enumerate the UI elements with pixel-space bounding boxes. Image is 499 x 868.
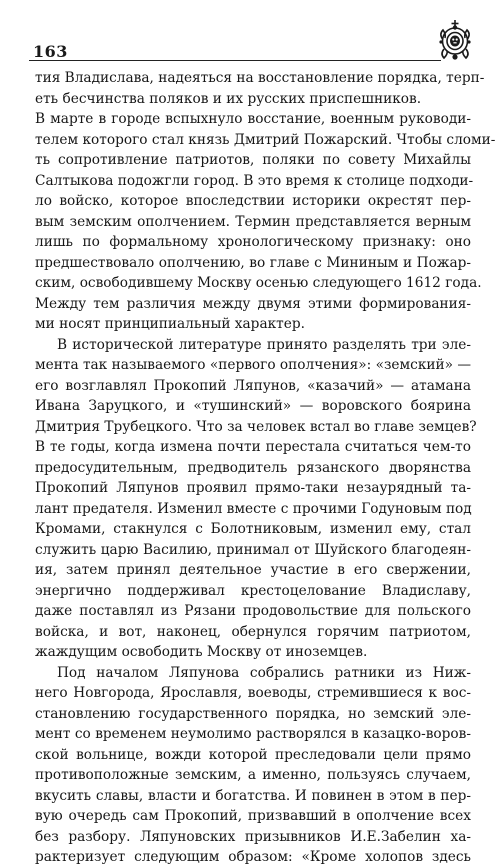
text-line: В исторической литературе принято разделять три эле- <box>57 336 471 353</box>
text-line: войска, и вот, наконец, обернулся горячим патриотом, <box>35 623 471 640</box>
text-line: ия, затем принял деятельное участие в его свержении, <box>35 562 471 578</box>
text-line: становлению государственного порядка, но земский эле- <box>35 705 471 722</box>
text-line: вкусить славы, власти и богатства. И повинен в этом в пер- <box>35 787 471 804</box>
text-line: ской вольнице, вожди которой преследовали цели прямо <box>35 746 471 763</box>
text-line: ло войско, которое впоследствии историки окрестят пер- <box>35 193 471 209</box>
text-line: Между тем различия между двумя этими формирования- <box>35 295 471 312</box>
text-line: В марте в городе вспыхнуло восстание, военным руководи- <box>35 111 471 127</box>
text-line: Кромами, стакнулся с Болотниковым, изменил ему, стал <box>35 521 471 537</box>
text-line: без разбору. Ляпуновских призывников И.Е.Забелин ха- <box>35 828 471 845</box>
text-line: Дмитрия Трубецкого. Что за человек встал во главе земцев? <box>35 418 477 435</box>
text-line: Под началом Ляпунова собрались ратники из Ниж- <box>57 664 471 681</box>
text-line: мента так называемого «первого ополчения»: «земский» — <box>35 357 472 373</box>
text-line: даже поставлял из Рязани продовольствие для польского <box>35 603 471 619</box>
body-text <box>35 68 496 868</box>
text-line: лишь по формальному хронологическому признаку: оно <box>35 234 471 250</box>
page-number: 163 <box>33 42 68 61</box>
cross-medallion-ornament-icon <box>437 18 473 62</box>
text-line: лант предателя. Изменил вместе с прочими Годуновым под <box>35 500 472 517</box>
running-header <box>29 40 439 66</box>
text-line: служить царю Василию, принимал от Шуйского благодеян- <box>35 541 471 558</box>
header-rule <box>29 60 441 61</box>
text-line: Салтыкова подожгли город. В это время к столице подходи- <box>35 172 474 189</box>
text-line: ми носят принципиальный характер. <box>35 316 305 332</box>
text-line: энергично поддерживал крестоцелование Владиславу, <box>35 582 471 599</box>
text-line: рактеризует следующим образом: «Кроме холопов здесь <box>35 849 471 865</box>
text-line: мент со временем неумолимо растворялся в казацко-воров- <box>35 726 471 742</box>
text-line: предшествовало ополчению, во главе с Мининым и Пожар- <box>35 254 471 271</box>
text-line: тия Владислава, надеяться на восстановление порядка, терп- <box>35 70 485 86</box>
text-line: Прокопий Ляпунов проявил прямо-таки незаурядный та- <box>35 480 471 496</box>
text-line: вую очередь сам Прокопий, призвавший в ополчение всех <box>35 808 471 824</box>
text-line: жаждущим освободить Москву от иноземцев. <box>35 644 368 660</box>
text-line: Ивана Заруцкого, и «тушинский» — воровского боярина <box>35 398 471 414</box>
text-line: него Новгорода, Ярославля, воеводы, стремившиеся к вос- <box>35 685 471 701</box>
text-line: предосудительным, предводитель рязанского дворянства <box>35 459 471 476</box>
text-line: ть сопротивление патриотов, поляки по совету Михайлы <box>35 152 471 168</box>
text-line: еть бесчинства поляков и их русских приспешников. <box>35 90 422 107</box>
text-line: вым земским ополчением. Термин представляется верным <box>35 213 471 230</box>
text-line: телем которого стал князь Дмитрий Пожарский. Чтобы сломи- <box>35 131 496 148</box>
text-line: ским, освободившему Москву осенью следующего 1612 года. <box>35 275 482 291</box>
text-line: противоположные земским, а именно, пользуясь случаем, <box>35 767 471 783</box>
text-line: В те годы, когда измена почти перестала считаться чем-то <box>35 439 471 455</box>
text-line: его возглавлял Прокопий Ляпунов, «казачий» — атамана <box>35 377 471 394</box>
